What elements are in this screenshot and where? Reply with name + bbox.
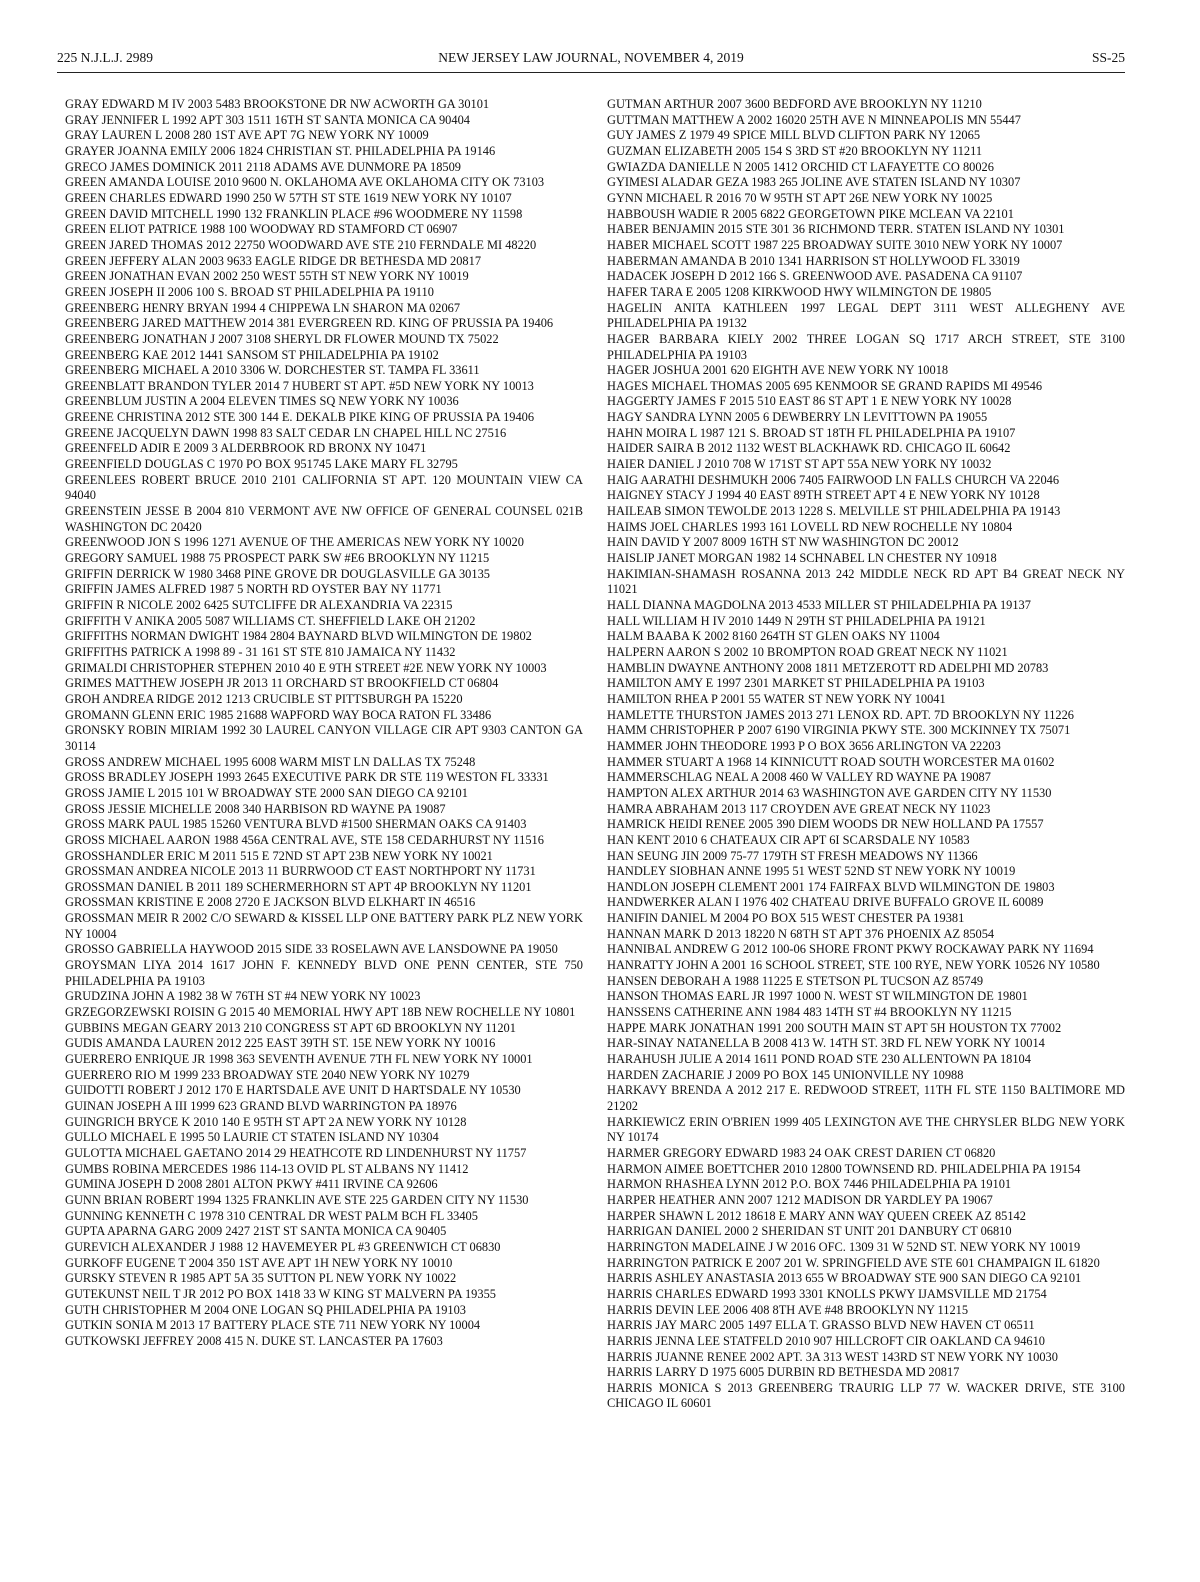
directory-entry: GRIFFIN JAMES ALFRED 1987 5 NORTH RD OYSTER BAY NY 11771 [65, 582, 442, 597]
directory-entry: HANNIBAL ANDREW G 2012 100-06 SHORE FRONT PKWY ROCKAWAY PARK NY 11694 [607, 942, 1094, 957]
directory-entry: GRIFFITHS NORMAN DWIGHT 1984 2804 BAYNARD BLVD WILMINGTON DE 19802 [65, 629, 532, 644]
directory-entry: HARPER HEATHER ANN 2007 1212 MADISON DR YARDLEY PA 19067 [607, 1192, 993, 1207]
directory-entry: HAHN MOIRA L 1987 121 S. BROAD ST 18TH FL PHILADELPHIA PA 19107 [607, 425, 1016, 440]
directory-entry: HAN SEUNG JIN 2009 75-77 179TH ST FRESH MEADOWS NY 11366 [607, 848, 978, 863]
directory-entry: HANSSENS CATHERINE ANN 1984 483 14TH ST #4 BROOKLYN NY 11215 [607, 1005, 1012, 1020]
directory-entry: GROSSHANDLER ERIC M 2011 515 E 72ND ST APT 23B NEW YORK NY 10021 [65, 848, 493, 863]
directory-entry: HAGGERTY JAMES F 2015 510 EAST 86 ST APT 1 E NEW YORK NY 10028 [607, 394, 1012, 409]
directory-entry: GREENBLATT BRANDON TYLER 2014 7 HUBERT ST APT. #5D NEW YORK NY 10013 [65, 378, 534, 393]
directory-entry: HANSON THOMAS EARL JR 1997 1000 N. WEST ST WILMINGTON DE 19801 [607, 989, 1028, 1004]
directory-entry: HAN KENT 2010 6 CHATEAUX CIR APT 6I SCARSDALE NY 10583 [607, 832, 970, 847]
directory-entry: HARRIS JUANNE RENEE 2002 APT. 3A 313 WEST 143RD ST NEW YORK NY 10030 [607, 1349, 1058, 1364]
directory-entry: GUY JAMES Z 1979 49 SPICE MILL BLVD CLIFTON PARK NY 12065 [607, 128, 981, 143]
directory-entry: GREENBERG JONATHAN J 2007 3108 SHERYL DR FLOWER MOUND TX 75022 [65, 331, 499, 346]
right-column [607, 97, 1125, 1412]
directory-entry: HAIGNEY STACY J 1994 40 EAST 89TH STREET APT 4 E NEW YORK NY 10128 [607, 488, 1040, 503]
directory-entry: HAIER DANIEL J 2010 708 W 171ST ST APT 55A NEW YORK NY 10032 [607, 457, 992, 472]
directory-entry: GUTEKUNST NEIL T JR 2012 PO BOX 1418 33 W KING ST MALVERN PA 19355 [65, 1286, 496, 1301]
directory-entry: GROSSO GABRIELLA HAYWOOD 2015 SIDE 33 ROSELAWN AVE LANSDOWNE PA 19050 [65, 942, 558, 957]
directory-entry: GUBBINS MEGAN GEARY 2013 210 CONGRESS ST APT 6D BROOKLYN NY 11201 [65, 1020, 516, 1035]
directory-entry: GWIAZDA DANIELLE N 2005 1412 ORCHID CT LAFAYETTE CO 80026 [607, 159, 994, 174]
directory-entry: GREEN JOSEPH II 2006 100 S. BROAD ST PHILADELPHIA PA 19110 [65, 284, 434, 299]
directory-entry: HARRIS ASHLEY ANASTASIA 2013 655 W BROADWAY STE 900 SAN DIEGO CA 92101 [607, 1271, 1082, 1286]
directory-entry: GRIMES MATTHEW JOSEPH JR 2013 11 ORCHARD ST BROOKFIELD CT 06804 [65, 676, 499, 691]
directory-entry: GYIMESI ALADAR GEZA 1983 265 JOLINE AVE STATEN ISLAND NY 10307 [607, 175, 1021, 190]
directory-entry: HANDWERKER ALAN I 1976 402 CHATEAU DRIVE BUFFALO GROVE IL 60089 [607, 895, 1044, 910]
directory-entry: GUNN BRIAN ROBERT 1994 1325 FRANKLIN AVE STE 225 GARDEN CITY NY 11530 [65, 1192, 529, 1207]
directory-entry: GREENLEES ROBERT BRUCE 2010 2101 CALIFORNIA ST APT. 120 MOUNTAIN VIEW CA 94040 [65, 472, 583, 503]
directory-entry: GROYSMAN LIYA 2014 1617 JOHN F. KENNEDY BLVD ONE PENN CENTER, STE 750 PHILADELPHIA PA 19103 [65, 958, 583, 988]
directory-entry: GREENBERG KAE 2012 1441 SANSOM ST PHILADELPHIA PA 19102 [65, 347, 439, 362]
directory-entry: HAMLETTE THURSTON JAMES 2013 271 LENOX RD. APT. 7D BROOKLYN NY 11226 [607, 707, 1074, 722]
directory-entry: GREENE CHRISTINA 2012 STE 300 144 E. DEKALB PIKE KING OF PRUSSIA PA 19406 [65, 410, 535, 425]
directory-entry: GREEN JEFFERY ALAN 2003 9633 EAGLE RIDGE DR BETHESDA MD 20817 [65, 253, 482, 268]
directory-entry: GUINAN JOSEPH A III 1999 623 GRAND BLVD WARRINGTON PA 18976 [65, 1099, 457, 1113]
directory-entry: GROSS JESSIE MICHELLE 2008 340 HARBISON RD WAYNE PA 19087 [65, 801, 446, 816]
directory-entry: HANSEN DEBORAH A 1988 11225 E STETSON PL TUCSON AZ 85749 [607, 973, 984, 988]
directory-entry: HARKAVY BRENDA A 2012 217 E. REDWOOD STREET, 11TH FL STE 1150 BALTIMORE MD 21202 [607, 1083, 1125, 1113]
directory-entry: GRONSKY ROBIN MIRIAM 1992 30 LAUREL CANYON VILLAGE CIR APT 9303 CANTON GA 30114 [65, 723, 583, 753]
directory-entry: GUTKOWSKI JEFFREY 2008 415 N. DUKE ST. LANCASTER PA 17603 [65, 1333, 443, 1348]
directory-entry: HARMON RHASHEA LYNN 2012 P.O. BOX 7446 PHILADELPHIA PA 19101 [607, 1177, 1012, 1192]
directory-entry: HAMILTON AMY E 1997 2301 MARKET ST PHILADELPHIA PA 19103 [607, 676, 985, 691]
directory-entry: HARMER GREGORY EDWARD 1983 24 OAK CREST DARIEN CT 06820 [607, 1145, 996, 1160]
directory-entry: HAIDER SAIRA B 2012 1132 WEST BLACKHAWK RD. CHICAGO IL 60642 [607, 441, 1011, 456]
directory-entry: GUZMAN ELIZABETH 2005 154 S 3RD ST #20 BROOKLYN NY 11211 [607, 143, 983, 158]
directory-entry: HAMRICK HEIDI RENEE 2005 390 DIEM WOODS DR NEW HOLLAND PA 17557 [607, 817, 1044, 832]
directory-entry: HAKIMIAN-SHAMASH ROSANNA 2013 242 MIDDLE NECK RD APT B4 GREAT NECK NY 11021 [607, 566, 1125, 597]
directory-entry: GROSS MICHAEL AARON 1988 456A CENTRAL AVE, STE 158 CEDARHURST NY 11516 [65, 832, 544, 847]
directory-entry: GRAY EDWARD M IV 2003 5483 BROOKSTONE DR NW ACWORTH GA 30101 [65, 97, 490, 111]
directory-entry: GREENFIELD DOUGLAS C 1970 PO BOX 951745 LAKE MARY FL 32795 [65, 457, 458, 472]
directory-entry: GREENBERG JARED MATTHEW 2014 381 EVERGREEN RD. KING OF PRUSSIA PA 19406 [65, 316, 554, 331]
directory-entry: HARAHUSH JULIE A 2014 1611 POND ROAD STE 230 ALLENTOWN PA 18104 [607, 1052, 1031, 1067]
directory-entry: HANNAN MARK D 2013 18220 N 68TH ST APT 376 PHOENIX AZ 85054 [607, 926, 995, 941]
directory-entry: GRAY JENNIFER L 1992 APT 303 1511 16TH ST SANTA MONICA CA 90404 [65, 112, 470, 127]
directory-entry: HARRIS LARRY D 1975 6005 DURBIN RD BETHESDA MD 20817 [607, 1365, 960, 1380]
directory-entry: GREEN AMANDA LOUISE 2010 9600 N. OKLAHOMA AVE OKLAHOMA CITY OK 73103 [65, 175, 545, 190]
directory-entry: HALPERN AARON S 2002 10 BROMPTON ROAD GREAT NECK NY 11021 [607, 644, 1008, 659]
directory-entry: GUINGRICH BRYCE K 2010 140 E 95TH ST APT 2A NEW YORK NY 10128 [65, 1114, 467, 1129]
directory-entry: GROSSMAN DANIEL B 2011 189 SCHERMERHORN ST APT 4P BROOKLYN NY 11201 [65, 879, 532, 894]
directory-entry: GROSS MARK PAUL 1985 15260 VENTURA BLVD #1500 SHERMAN OAKS CA 91403 [65, 817, 527, 832]
directory-entry: GREENBERG HENRY BRYAN 1994 4 CHIPPEWA LN SHARON MA 02067 [65, 300, 461, 315]
directory-entry: GUERRERO ENRIQUE JR 1998 363 SEVENTH AVENUE 7TH FL NEW YORK NY 10001 [65, 1052, 533, 1067]
directory-entry: GRIFFIN R NICOLE 2002 6425 SUTCLIFFE DR ALEXANDRIA VA 22315 [65, 598, 453, 612]
directory-entry: GUIDOTTI ROBERT J 2012 170 E HARTSDALE AVE UNIT D HARTSDALE NY 10530 [65, 1083, 521, 1098]
directory-entry: GRIFFITHS PATRICK A 1998 89 - 31 161 ST STE 810 JAMAICA NY 11432 [65, 644, 456, 659]
directory-entry: GUTH CHRISTOPHER M 2004 ONE LOGAN SQ PHILADELPHIA PA 19103 [65, 1302, 467, 1317]
directory-entry: GREENE JACQUELYN DAWN 1998 83 SALT CEDAR LN CHAPEL HILL NC 27516 [65, 425, 507, 440]
directory-entry: GUTTMAN MATTHEW A 2002 16020 25TH AVE N MINNEAPOLIS MN 55447 [607, 112, 1021, 127]
directory-entry: HAGES MICHAEL THOMAS 2005 695 KENMOOR SE GRAND RAPIDS MI 49546 [607, 378, 1043, 393]
directory-entry: HANRATTY JOHN A 2001 16 SCHOOL STREET, STE 100 RYE, NEW YORK 10526 NY 10580 [607, 958, 1100, 973]
directory-entry: GROSSMAN MEIR R 2002 C/O SEWARD & KISSEL LLP ONE BATTERY PARK PLZ NEW YORK NY 10004 [65, 911, 583, 941]
directory-entry: HANIFIN DANIEL M 2004 PO BOX 515 WEST CHESTER PA 19381 [607, 911, 965, 926]
directory-entry: GRAYER JOANNA EMILY 2006 1824 CHRISTIAN ST. PHILADELPHIA PA 19146 [65, 143, 496, 158]
directory-entry: HAIN DAVID Y 2007 8009 16TH ST NW WASHINGTON DC 20012 [607, 535, 959, 550]
directory-entry: HARRIS JAY MARC 2005 1497 ELLA T. GRASSO BLVD NEW HAVEN CT 06511 [607, 1318, 1035, 1333]
directory-entry: GROSS BRADLEY JOSEPH 1993 2645 EXECUTIVE PARK DR STE 119 WESTON FL 33331 [65, 770, 549, 785]
directory-entry: HALL DIANNA MAGDOLNA 2013 4533 MILLER ST PHILADELPHIA PA 19137 [607, 598, 1031, 612]
directory-entry: GUTMAN ARTHUR 2007 3600 BEDFORD AVE BROOKLYN NY 11210 [607, 97, 982, 111]
directory-entry: HARRINGTON MADELAINE J W 2016 OFC. 1309 31 W 52ND ST. NEW YORK NY 10019 [607, 1239, 1081, 1254]
directory-entry: GUPTA APARNA GARG 2009 2427 21ST ST SANTA MONICA CA 90405 [65, 1224, 447, 1239]
directory-entry: GROSSMAN KRISTINE E 2008 2720 E JACKSON BLVD ELKHART IN 46516 [65, 895, 476, 910]
directory-entry: GULLO MICHAEL E 1995 50 LAURIE CT STATEN ISLAND NY 10304 [65, 1130, 439, 1145]
directory-entry: GROMANN GLENN ERIC 1985 21688 WAPFORD WAY BOCA RATON FL 33486 [65, 707, 492, 722]
directory-entry: HANDLEY SIOBHAN ANNE 1995 51 WEST 52ND ST NEW YORK NY 10019 [607, 864, 1016, 879]
directory-entry: HARRIS CHARLES EDWARD 1993 3301 KNOLLS PKWY IJAMSVILLE MD 21754 [607, 1286, 1047, 1301]
directory-entry: GURSKY STEVEN R 1985 APT 5A 35 SUTTON PL NEW YORK NY 10022 [65, 1271, 457, 1286]
directory-entry: GREEN JONATHAN EVAN 2002 250 WEST 55TH ST NEW YORK NY 10019 [65, 269, 469, 284]
directory-entry: HARRIS DEVIN LEE 2006 408 8TH AVE #48 BROOKLYN NY 11215 [607, 1302, 969, 1317]
directory-entry: GRECO JAMES DOMINICK 2011 2118 ADAMS AVE DUNMORE PA 18509 [65, 159, 461, 174]
directory-entry: HAGER BARBARA KIELY 2002 THREE LOGAN SQ 1717 ARCH STREET, STE 3100 PHILADELPHIA PA 19103 [607, 331, 1125, 362]
directory-entry: GRUDZINA JOHN A 1982 38 W 76TH ST #4 NEW YORK NY 10023 [65, 989, 421, 1004]
directory-entry: GREEN CHARLES EDWARD 1990 250 W 57TH ST STE 1619 NEW YORK NY 10107 [65, 190, 512, 205]
directory-entry: GYNN MICHAEL R 2016 70 W 95TH ST APT 26E NEW YORK NY 10025 [607, 190, 993, 205]
directory-entry: GREGORY SAMUEL 1988 75 PROSPECT PARK SW #E6 BROOKLYN NY 11215 [65, 551, 490, 566]
directory-entry: GREEN JARED THOMAS 2012 22750 WOODWARD AVE STE 210 FERNDALE MI 48220 [65, 237, 537, 252]
directory-entry: HARRIGAN DANIEL 2000 2 SHERIDAN ST UNIT 201 DANBURY CT 06810 [607, 1224, 1012, 1239]
directory-entry: HAIG AARATHI DESHMUKH 2006 7405 FAIRWOOD LN FALLS CHURCH VA 22046 [607, 472, 1060, 487]
directory-entry: HAILEAB SIMON TEWOLDE 2013 1228 S. MELVILLE ST PHILADELPHIA PA 19143 [607, 504, 1061, 519]
directory-entry: HAMMER JOHN THEODORE 1993 P O BOX 3656 ARLINGTON VA 22203 [607, 738, 1001, 753]
directory-entry: HARMON AIMEE BOETTCHER 2010 12800 TOWNSEND RD. PHILADELPHIA PA 19154 [607, 1161, 1081, 1176]
directory-entry: GREEN DAVID MITCHELL 1990 132 FRANKLIN PLACE #96 WOODMERE NY 11598 [65, 206, 523, 221]
directory-entry: HALM BAABA K 2002 8160 264TH ST GLEN OAKS NY 11004 [607, 629, 940, 644]
directory-entry: HAIMS JOEL CHARLES 1993 161 LOVELL RD NEW ROCHELLE NY 10804 [607, 519, 1013, 534]
directory-entry: GREENBLUM JUSTIN A 2004 ELEVEN TIMES SQ NEW YORK NY 10036 [65, 394, 459, 409]
directory-entry: HAMRA ABRAHAM 2013 117 CROYDEN AVE GREAT NECK NY 11023 [607, 801, 991, 816]
directory-entry: HAGY SANDRA LYNN 2005 6 DEWBERRY LN LEVITTOWN PA 19055 [607, 410, 988, 425]
directory-entry: HARRIS MONICA S 2013 GREENBERG TRAURIG LLP 77 W. WACKER DRIVE, STE 3100 CHICAGO IL 60601 [607, 1380, 1125, 1411]
directory-entry: HAGER JOSHUA 2001 620 EIGHTH AVE NEW YORK NY 10018 [607, 363, 949, 378]
directory-entry: GROSSMAN ANDREA NICOLE 2013 11 BURRWOOD CT EAST NORTHPORT NY 11731 [65, 864, 536, 879]
directory-entry: GREENFELD ADIR E 2009 3 ALDERBROOK RD BRONX NY 10471 [65, 441, 427, 456]
directory-entry: GULOTTA MICHAEL GAETANO 2014 29 HEATHCOTE RD LINDENHURST NY 11757 [65, 1145, 527, 1160]
directory-entry: GUDIS AMANDA LAUREN 2012 225 EAST 39TH ST. 15E NEW YORK NY 10016 [65, 1036, 496, 1051]
directory-entry: GRZEGORZEWSKI ROISIN G 2015 40 MEMORIAL HWY APT 18B NEW ROCHELLE NY 10801 [65, 1005, 576, 1020]
directory-entry: HADACEK JOSEPH D 2012 166 S. GREENWOOD AVE. PASADENA CA 91107 [607, 269, 1023, 284]
directory-entry: GROH ANDREA RIDGE 2012 1213 CRUCIBLE ST PITTSBURGH PA 15220 [65, 691, 463, 706]
left-column [65, 97, 583, 1350]
directory-entry: HABERMAN AMANDA B 2010 1341 HARRISON ST HOLLYWOOD FL 33019 [607, 253, 1020, 268]
directory-entry: HAMBLIN DWAYNE ANTHONY 2008 1811 METZEROTT RD ADELPHI MD 20783 [607, 660, 1049, 675]
directory-entry: HARPER SHAWN L 2012 18618 E MARY ANN WAY QUEEN CREEK AZ 85142 [607, 1208, 1026, 1223]
directory-entry: HAMMER STUART A 1968 14 KINNICUTT ROAD SOUTH WORCESTER MA 01602 [607, 754, 1055, 769]
directory-entry: HABBOUSH WADIE R 2005 6822 GEORGETOWN PIKE MCLEAN VA 22101 [607, 206, 1014, 221]
directory-entry: GRAY LAUREN L 2008 280 1ST AVE APT 7G NEW YORK NY 10009 [65, 128, 429, 143]
directory-entry: HARRINGTON PATRICK E 2007 201 W. SPRINGFIELD AVE STE 601 CHAMPAIGN IL 61820 [607, 1255, 1100, 1270]
directory-entry: GURKOFF EUGENE T 2004 350 1ST AVE APT 1H NEW YORK NY 10010 [65, 1255, 453, 1270]
directory-entry: HARDEN ZACHARIE J 2009 PO BOX 145 UNIONVILLE NY 10988 [607, 1067, 964, 1082]
directory-entry: HABER MICHAEL SCOTT 1987 225 BROADWAY SUITE 3010 NEW YORK NY 10007 [607, 237, 1063, 252]
directory-entry: GUMBS ROBINA MERCEDES 1986 114-13 OVID PL ST ALBANS NY 11412 [65, 1161, 469, 1176]
directory-entry: GROSS JAMIE L 2015 101 W BROADWAY STE 2000 SAN DIEGO CA 92101 [65, 785, 468, 800]
directory-entry: GRIFFITH V ANIKA 2005 5087 WILLIAMS CT. SHEFFIELD LAKE OH 21202 [65, 613, 476, 628]
directory-entry: HAISLIP JANET MORGAN 1982 14 SCHNABEL LN CHESTER NY 10918 [607, 551, 997, 566]
directory-entry: GREENBERG MICHAEL A 2010 3306 W. DORCHESTER ST. TAMPA FL 33611 [65, 363, 480, 378]
directory-entry: HAMILTON RHEA P 2001 55 WATER ST NEW YORK NY 10041 [607, 691, 946, 706]
header-page-number: SS-25 [1091, 50, 1125, 65]
page-header [57, 50, 1125, 73]
directory-entry: GRIMALDI CHRISTOPHER STEPHEN 2010 40 E 9TH STREET #2E NEW YORK NY 10003 [65, 660, 547, 675]
directory-entry: HARKIEWICZ ERIN O'BRIEN 1999 405 LEXINGTON AVE THE CHRYSLER BLDG NEW YORK NY 10174 [607, 1114, 1125, 1145]
directory-entry: GUERRERO RIO M 1999 233 BROADWAY STE 2040 NEW YORK NY 10279 [65, 1067, 470, 1082]
directory-entry: HABER BENJAMIN 2015 STE 301 36 RICHMOND TERR. STATEN ISLAND NY 10301 [607, 222, 1065, 237]
directory-entry: GREENSTEIN JESSE B 2004 810 VERMONT AVE NW OFFICE OF GENERAL COUNSEL 021B WASHINGTON DC 20420 [65, 504, 583, 534]
directory-entry: GREENWOOD JON S 1996 1271 AVENUE OF THE AMERICAS NEW YORK NY 10020 [65, 535, 524, 550]
directory-entry: HALL WILLIAM H IV 2010 1449 N 29TH ST PHILADELPHIA PA 19121 [607, 613, 986, 628]
directory-entry: HAMMERSCHLAG NEAL A 2008 460 W VALLEY RD WAYNE PA 19087 [607, 770, 991, 785]
directory-entry: HANDLON JOSEPH CLEMENT 2001 174 FAIRFAX BLVD WILMINGTON DE 19803 [607, 879, 1055, 894]
directory-entry: HAFER TARA E 2005 1208 KIRKWOOD HWY WILMINGTON DE 19805 [607, 284, 992, 299]
directory-entry: GROSS ANDREW MICHAEL 1995 6008 WARM MIST LN DALLAS TX 75248 [65, 754, 476, 769]
header-publication: NEW JERSEY LAW JOURNAL, NOVEMBER 4, 2019 [438, 50, 744, 65]
directory-entry: HAGELIN ANITA KATHLEEN 1997 LEGAL DEPT 3111 WEST ALLEGHENY AVE PHILADELPHIA PA 19132 [607, 300, 1125, 331]
directory-entry: HAR-SINAY NATANELLA B 2008 413 W. 14TH ST. 3RD FL NEW YORK NY 10014 [607, 1036, 1045, 1051]
directory-entry: GUMINA JOSEPH D 2008 2801 ALTON PKWY #411 IRVINE CA 92606 [65, 1177, 438, 1192]
directory-entry: HAPPE MARK JONATHAN 1991 200 SOUTH MAIN ST APT 5H HOUSTON TX 77002 [607, 1020, 1062, 1035]
directory-entry: HAMPTON ALEX ARTHUR 2014 63 WASHINGTON AVE GARDEN CITY NY 11530 [607, 785, 1052, 800]
directory-entry: GUREVICH ALEXANDER J 1988 12 HAVEMEYER PL #3 GREENWICH CT 06830 [65, 1239, 501, 1254]
directory-entry: GUTKIN SONIA M 2013 17 BATTERY PLACE STE 711 NEW YORK NY 10004 [65, 1318, 481, 1333]
header-citation: 225 N.J.L.J. 2989 [57, 50, 154, 65]
directory-entry: GRIFFIN DERRICK W 1980 3468 PINE GROVE DR DOUGLASVILLE GA 30135 [65, 566, 490, 581]
directory-entry: HARRIS JENNA LEE STATFELD 2010 907 HILLCROFT CIR OAKLAND CA 94610 [607, 1333, 1045, 1348]
directory-entry: GUNNING KENNETH C 1978 310 CENTRAL DR WEST PALM BCH FL 33405 [65, 1208, 478, 1223]
directory-entry: GREEN ELIOT PATRICE 1988 100 WOODWAY RD STAMFORD CT 06907 [65, 222, 458, 237]
directory-entry: HAMM CHRISTOPHER P 2007 6190 VIRGINIA PKWY STE. 300 MCKINNEY TX 75071 [607, 723, 1071, 738]
